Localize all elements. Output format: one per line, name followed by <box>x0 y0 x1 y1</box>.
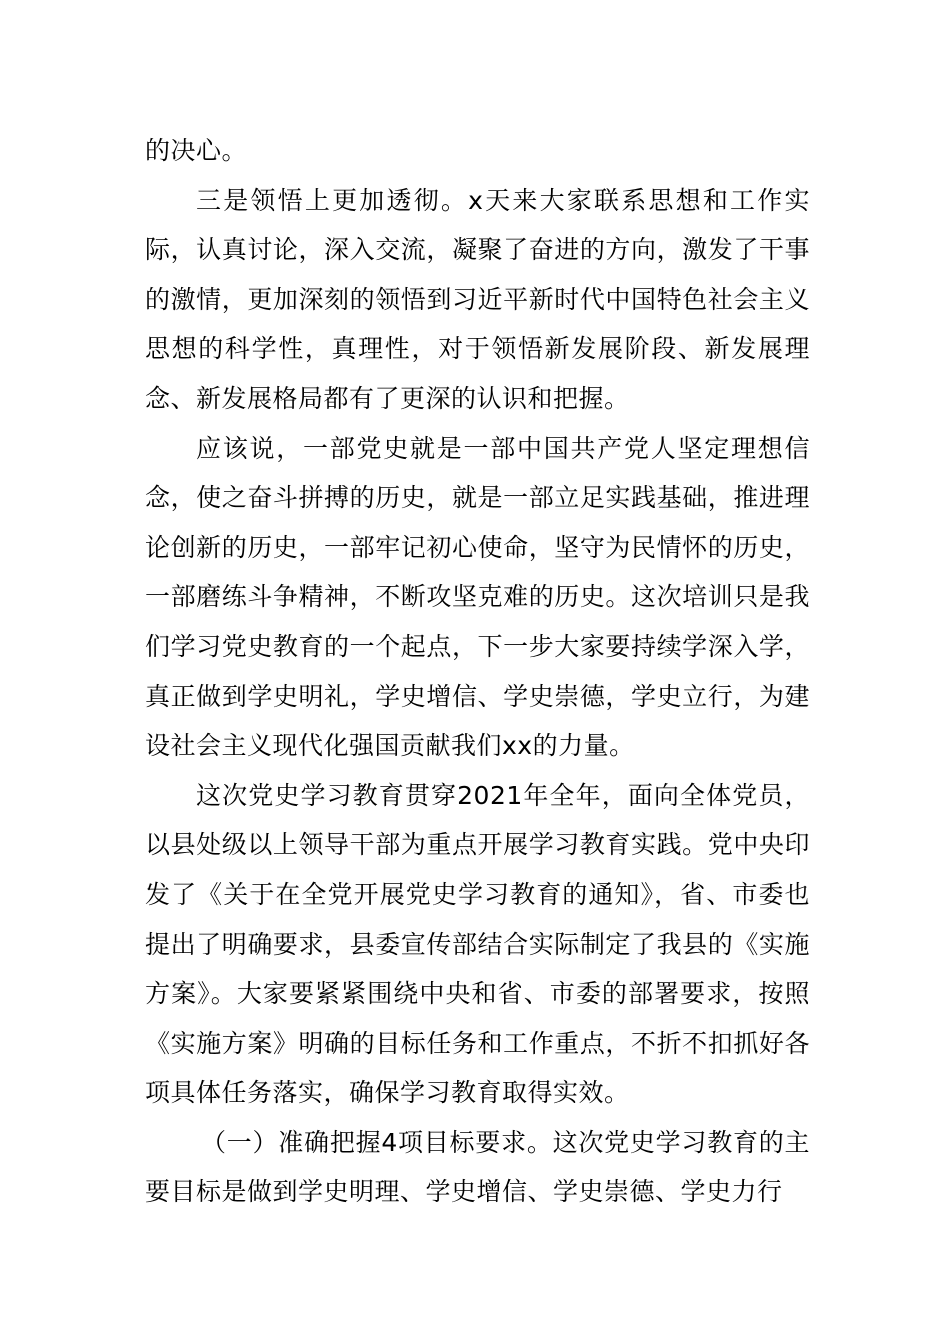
paragraph-study-campaign: 这次党史学习教育贯穿2021年全年，面向全体党员，以县处级以上领导干部为重点开展学习教育实践。党中央印发了《关于在全党开展党史学习教育的通知》，省、市委也提出了明确要求，县委宣传部结合实际制定了我县的《实施方案》。大家要紧紧围绕中央和省、市委的部署要求，按照《实施方案》明确的目标任务和工作重点，不折不扣抓好各项具体任务落实，确保学习教育取得实效。 <box>145 780 810 1108</box>
document-body <box>145 126 810 1217</box>
paragraph-continuation: 的决心。 <box>145 136 248 165</box>
paragraph-understanding: 三是领悟上更加透彻。x天来大家联系思想和工作实际，认真讨论，深入交流，凝聚了奋进的方向，激发了干事的激情，更加深刻的领悟到习近平新时代中国特色社会主义思想的科学性，真理性，对于领悟新发展阶段、新发展理念、新发展格局都有了更深的认识和把握。 <box>145 185 810 413</box>
paragraph-section-one: （一）准确把握4项目标要求。这次党史学习教育的主要目标是做到学史明理、学史增信、学史崇德、学史力行 <box>145 1127 810 1207</box>
paragraph-party-history: 应该说，一部党史就是一部中国共产党人坚定理想信念，使之奋斗拼搏的历史，就是一部立足实践基础，推进理论创新的历史，一部牢记初心使命，坚守为民情怀的历史，一部磨练斗争精神，不断攻坚克难的历史。这次培训只是我们学习党史教育的一个起点，下一步大家要持续学深入学，真正做到学史明礼，学史增信、学史崇德，学史立行，为建设社会主义现代化强国贡献我们xx的力量。 <box>145 433 810 761</box>
